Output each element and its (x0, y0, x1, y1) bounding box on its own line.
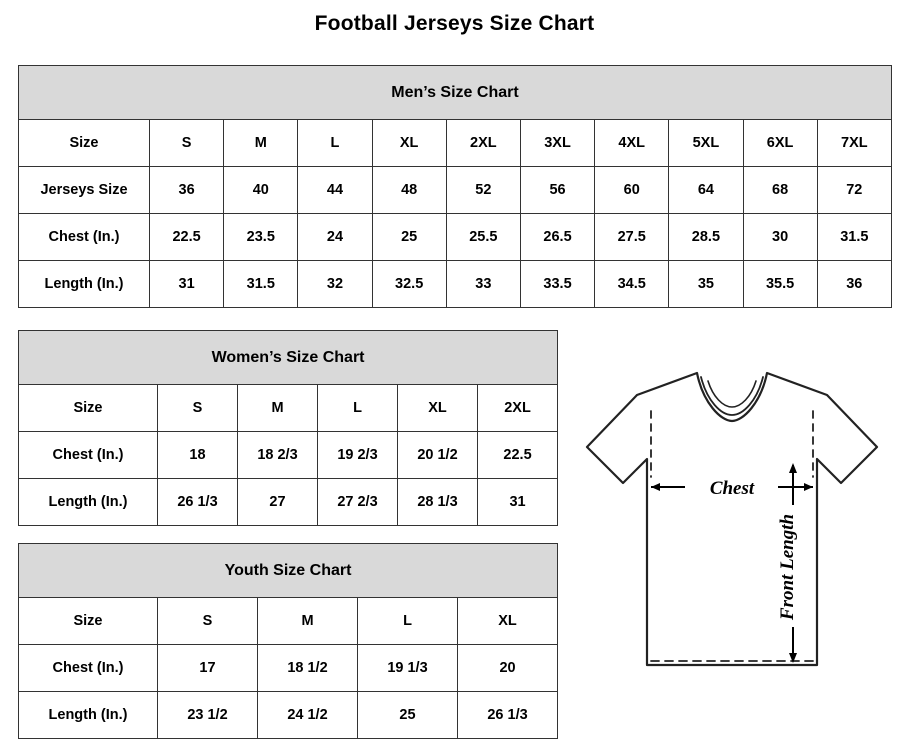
table-row (19, 692, 558, 739)
cell: 2XL (446, 120, 520, 167)
cell: 33 (446, 261, 520, 308)
cell: M (238, 385, 318, 432)
row-label: Length (In.) (19, 692, 158, 739)
cell: 35.5 (743, 261, 817, 308)
table-row (19, 120, 892, 167)
chest-label: Chest (709, 478, 755, 499)
table-row (19, 598, 558, 645)
cell: 4XL (595, 120, 669, 167)
page-title: Football Jerseys Size Chart (314, 12, 595, 35)
youth-size-table (18, 543, 558, 739)
front-length-label: Front Length (777, 513, 798, 621)
cell: 5XL (669, 120, 743, 167)
table-row (19, 479, 558, 526)
cell: 33.5 (520, 261, 594, 308)
row-label: Chest (In.) (19, 214, 150, 261)
cell: 17 (158, 645, 258, 692)
cell: 20 (458, 645, 558, 692)
mens-size-table (18, 65, 892, 308)
cell: 18 1/2 (258, 645, 358, 692)
cell: 60 (595, 167, 669, 214)
cell: 25 (358, 692, 458, 739)
table-row (19, 261, 892, 308)
cell: 25.5 (446, 214, 520, 261)
cell: 52 (446, 167, 520, 214)
cell: 19 1/3 (358, 645, 458, 692)
cell: 23.5 (224, 214, 298, 261)
table-caption-row (19, 66, 892, 120)
cell: L (318, 385, 398, 432)
cell: 40 (224, 167, 298, 214)
cell: 7XL (817, 120, 891, 167)
mens-size-chart-section (18, 65, 891, 308)
table-caption-row (19, 544, 558, 598)
cell: 3XL (520, 120, 594, 167)
cell: 6XL (743, 120, 817, 167)
youth-table-caption: Youth Size Chart (19, 544, 558, 598)
cell: 72 (817, 167, 891, 214)
cell: 30 (743, 214, 817, 261)
cell: 20 1/2 (398, 432, 478, 479)
cell: 23 1/2 (158, 692, 258, 739)
cell: 24 1/2 (258, 692, 358, 739)
cell: L (298, 120, 372, 167)
cell: 44 (298, 167, 372, 214)
row-label: Length (In.) (19, 261, 150, 308)
cell: 32.5 (372, 261, 446, 308)
row-label: Size (19, 598, 158, 645)
cell: 26.5 (520, 214, 594, 261)
cell: XL (458, 598, 558, 645)
cell: 31 (150, 261, 224, 308)
jersey-measurement-diagram (565, 355, 900, 735)
cell: 28.5 (669, 214, 743, 261)
row-label: Chest (In.) (19, 432, 158, 479)
cell: 25 (372, 214, 446, 261)
cell: 27 (238, 479, 318, 526)
row-label: Chest (In.) (19, 645, 158, 692)
table-row (19, 385, 558, 432)
cell: S (150, 120, 224, 167)
cell: 64 (669, 167, 743, 214)
youth-size-chart-section (18, 543, 557, 739)
cell: 56 (520, 167, 594, 214)
table-row (19, 167, 892, 214)
cell: L (358, 598, 458, 645)
cell: 24 (298, 214, 372, 261)
table-row (19, 432, 558, 479)
cell: 31.5 (224, 261, 298, 308)
row-label: Jerseys Size (19, 167, 150, 214)
cell: M (258, 598, 358, 645)
womens-table-caption: Women’s Size Chart (19, 331, 558, 385)
table-row (19, 645, 558, 692)
cell: 19 2/3 (318, 432, 398, 479)
collar-inner-line (708, 381, 756, 407)
cell: 32 (298, 261, 372, 308)
cell: 22.5 (478, 432, 558, 479)
table-caption-row (19, 331, 558, 385)
cell: 18 2/3 (238, 432, 318, 479)
mens-table-caption: Men’s Size Chart (19, 66, 892, 120)
cell: XL (372, 120, 446, 167)
cell: 31 (478, 479, 558, 526)
cell: 2XL (478, 385, 558, 432)
cell: 36 (150, 167, 224, 214)
cell: 26 1/3 (458, 692, 558, 739)
tshirt-icon (565, 355, 900, 735)
womens-size-chart-section (18, 330, 557, 526)
shirt-outline (587, 373, 877, 665)
cell: 28 1/3 (398, 479, 478, 526)
cell: 34.5 (595, 261, 669, 308)
cell: 27 2/3 (318, 479, 398, 526)
cell: 68 (743, 167, 817, 214)
cell: 22.5 (150, 214, 224, 261)
cell: S (158, 385, 238, 432)
cell: 48 (372, 167, 446, 214)
cell: 27.5 (595, 214, 669, 261)
cell: 35 (669, 261, 743, 308)
row-label: Length (In.) (19, 479, 158, 526)
row-label: Size (19, 385, 158, 432)
row-label: Size (19, 120, 150, 167)
cell: 26 1/3 (158, 479, 238, 526)
cell: M (224, 120, 298, 167)
cell: 31.5 (817, 214, 891, 261)
table-row (19, 214, 892, 261)
cell: 18 (158, 432, 238, 479)
womens-size-table (18, 330, 558, 526)
cell: S (158, 598, 258, 645)
cell: 36 (817, 261, 891, 308)
cell: XL (398, 385, 478, 432)
